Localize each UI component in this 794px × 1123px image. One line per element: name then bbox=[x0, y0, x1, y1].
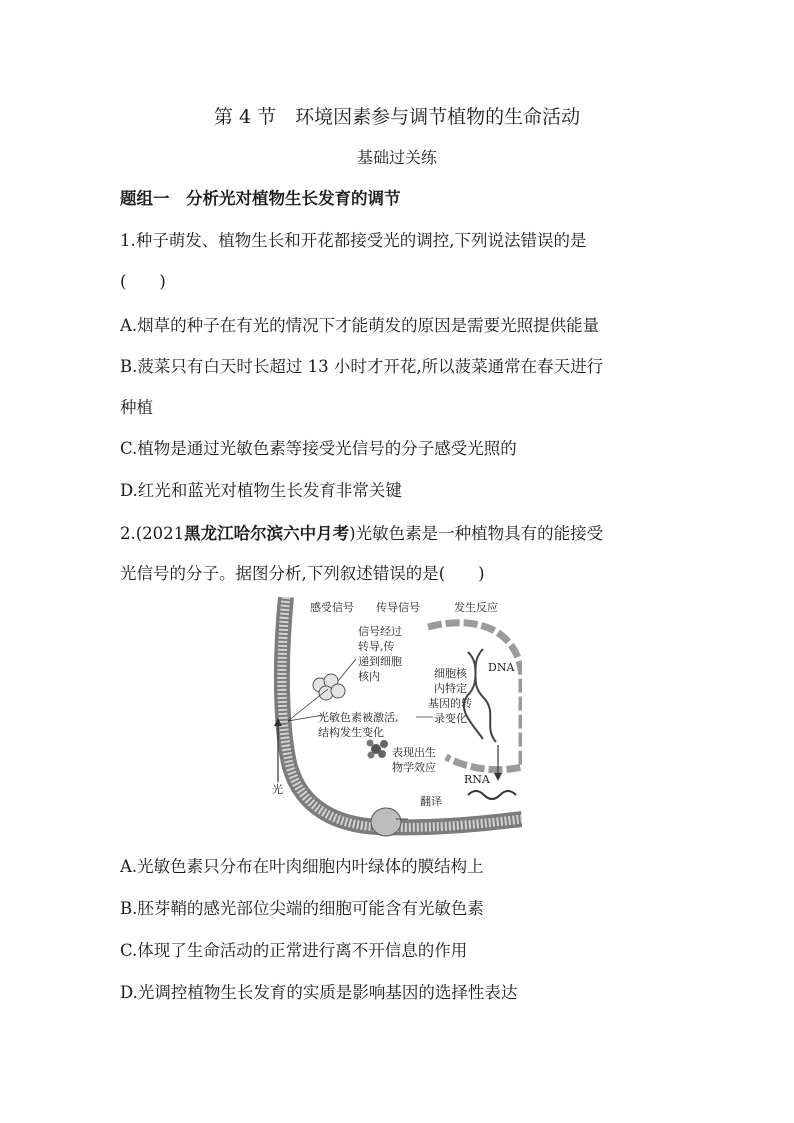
transduction-label-3: 递到细胞 bbox=[358, 655, 402, 668]
q1-option-b-cont: 种植 bbox=[120, 398, 153, 417]
light-label: 光 bbox=[272, 783, 283, 796]
nucleus-label-4: 录变化 bbox=[434, 712, 467, 725]
nucleus-label-1: 细胞核 bbox=[434, 667, 467, 680]
dna-label: DNA bbox=[488, 661, 515, 674]
rna-wave bbox=[468, 791, 516, 799]
q2-source: 黑龙江哈尔滨六中月考 bbox=[184, 524, 350, 543]
q1-option-c: C.植物是通过光敏色素等接受光信号的分子感受光照的 bbox=[120, 439, 517, 458]
q1-blank: ( ) bbox=[120, 272, 166, 291]
question-group-heading: 题组一 分析光对植物生长发育的调节 bbox=[120, 189, 401, 208]
rna-label: RNA bbox=[464, 773, 490, 786]
pointer-line-3 bbox=[338, 659, 356, 681]
q2-number: 2.(2021 bbox=[120, 524, 185, 543]
section-subtitle: 基础过关练 bbox=[356, 148, 437, 167]
q2-stem-text: )光敏色素是一种植物具有的能接受 bbox=[349, 524, 604, 543]
effect-label-1: 表现出生 bbox=[392, 746, 436, 759]
q2-stem bbox=[120, 523, 603, 545]
q1-option-d: D.红光和蓝光对植物生长发育非常关键 bbox=[120, 481, 402, 500]
transduction-label-1: 信号经过 bbox=[358, 625, 402, 638]
membrane-protein bbox=[371, 808, 401, 836]
q2-option-c: C.体现了生命活动的正常进行离不开信息的作用 bbox=[120, 941, 468, 960]
q2-option-a: A.光敏色素只分布在叶肉细胞内叶绿体的膜结构上 bbox=[120, 857, 484, 876]
q2-option-b: B.胚芽鞘的感光部位尖端的细胞可能含有光敏色素 bbox=[120, 899, 484, 918]
q1-stem: 1.种子萌发、植物生长和开花都接受光的调控,下列说法错误的是 bbox=[120, 231, 587, 250]
arrow-to-rna-head bbox=[494, 773, 502, 781]
q1-option-b: B.菠菜只有白天时长超过 13 小时才开花,所以菠菜通常在春天进行 bbox=[120, 357, 604, 376]
nucleus-label-3: 基因的转 bbox=[428, 697, 472, 710]
q1-option-a: A.烟草的种子在有光的情况下才能萌发的原因是需要光照提供能量 bbox=[120, 316, 600, 335]
header-sense: 感受信号 bbox=[310, 601, 354, 614]
section-title: 第 4 节 环境因素参与调节植物的生命活动 bbox=[213, 106, 581, 128]
nucleus-label-2: 内特定 bbox=[434, 682, 467, 695]
translation-label: 翻译 bbox=[420, 795, 442, 808]
header-respond: 发生反应 bbox=[454, 601, 498, 614]
q2-option-d: D.光调控植物生长发育的实质是影响基因的选择性表达 bbox=[120, 983, 518, 1002]
activated-label-1: 光敏色素被激活, bbox=[318, 711, 399, 724]
transduction-label-4: 核内 bbox=[358, 670, 380, 683]
biological-effect-molecule bbox=[367, 740, 389, 759]
activated-label-2: 结构发生变化 bbox=[318, 726, 384, 739]
phytochrome-signal-diagram bbox=[268, 597, 522, 840]
header-transduce: 传导信号 bbox=[376, 601, 420, 614]
q2-stem-line2: 光信号的分子。据图分析,下列叙述错误的是( ) bbox=[120, 564, 485, 583]
transduction-label-2: 转导,传 bbox=[358, 640, 395, 653]
effect-label-2: 物学效应 bbox=[392, 761, 436, 774]
